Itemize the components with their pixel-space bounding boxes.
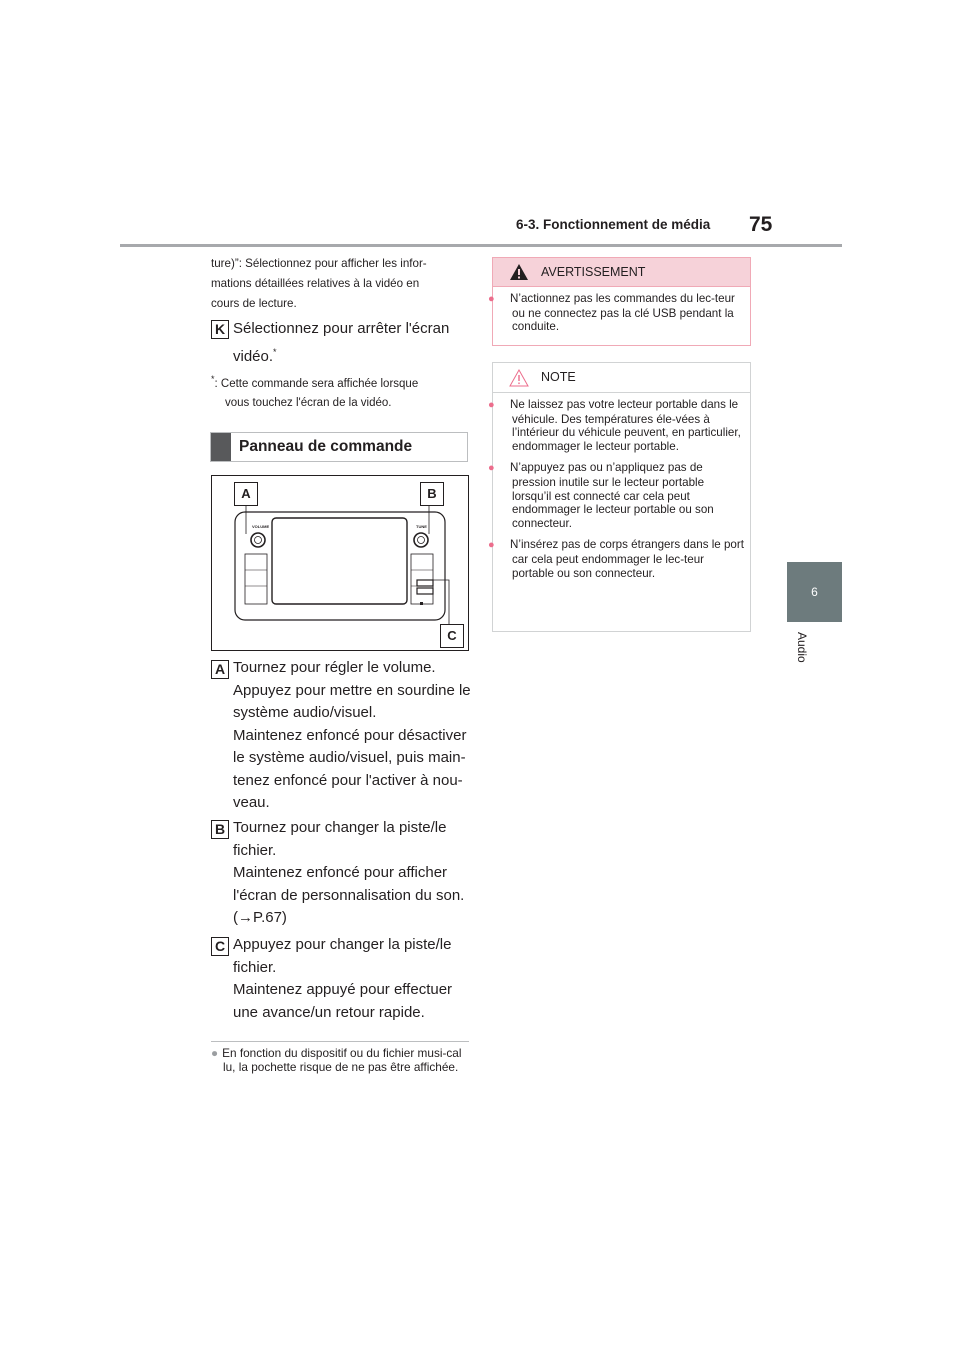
footnote-line xyxy=(211,370,473,394)
notice-header xyxy=(493,363,750,393)
control-panel-figure xyxy=(211,475,469,651)
item-a-line: Appuyez pour mettre en sourdine le xyxy=(233,681,471,699)
page-number: 75 xyxy=(749,213,773,236)
item-marker-c: C xyxy=(211,937,229,956)
item-c-text xyxy=(233,934,473,1024)
item-c-line: Maintenez appuyé pour effectuer xyxy=(233,981,453,998)
item-b-line: Tournez pour changer la piste/le xyxy=(233,819,447,836)
intro-line: ture)”: Sélectionnez pour afficher les infor- xyxy=(211,257,427,270)
bullet-icon: ● xyxy=(211,1046,219,1060)
item-b-line: Maintenez enfoncé pour afficher xyxy=(233,864,448,881)
warning-box xyxy=(488,257,751,346)
notice-item-text: Ne laissez pas votre lecteur portable dans le véhicule. Des températures éle-vées à l’intérieur du véhicule peuvent, en particulier, endommager le lecteur portable. xyxy=(510,398,741,453)
item-c-line: une avance/un retour rapide. xyxy=(233,1003,425,1021)
volume-knob-label: VOLUME xyxy=(252,524,270,529)
section-heading-band xyxy=(210,432,468,462)
intro-text xyxy=(211,254,471,314)
item-a-line: le système audio/visuel, puis main- xyxy=(233,749,466,766)
bullet-icon: ● xyxy=(488,293,495,305)
header-divider xyxy=(120,244,842,247)
bullet-icon: ● xyxy=(488,399,495,411)
chapter-tab-label: Audio xyxy=(795,632,809,663)
item-k-line2: vidéo. xyxy=(233,347,274,365)
info-note-text: En fonction du dispositif ou du fichier musi-cal lu, la pochette risque de ne pas être affichée. xyxy=(222,1046,462,1074)
item-b-line: fichier. xyxy=(233,841,277,859)
warning-title: AVERTISSEMENT xyxy=(541,265,646,279)
item-b-line: l'écran de personnalisation du son. xyxy=(233,886,465,904)
section-heading: Panneau de commande xyxy=(239,438,413,455)
notice-item-text: N’insérez pas de corps étrangers dans le port car cela peut endommager le lec-teur portable ou son connecteur. xyxy=(510,538,744,580)
bullet-icon: ● xyxy=(488,462,495,475)
bullet-icon: ● xyxy=(488,539,495,552)
item-a-line: Tournez pour régler le volume. xyxy=(233,659,436,676)
item-k-text xyxy=(233,318,473,368)
notice-item xyxy=(488,398,745,453)
item-a-text xyxy=(233,657,473,815)
item-a-line: Maintenez enfoncé pour désactiver xyxy=(233,726,467,744)
info-note xyxy=(211,1047,471,1074)
notice-title: NOTE xyxy=(541,370,576,384)
callout-b: B xyxy=(420,482,444,506)
item-a-line: veau. xyxy=(233,794,270,811)
item-a-line: système audio/visuel. xyxy=(233,704,377,721)
callout-c: C xyxy=(440,624,464,648)
intro-line: mations détaillées relatives à la vidéo en xyxy=(211,277,420,290)
item-k-line: Sélectionnez pour arrêter l'écran xyxy=(233,320,450,337)
warning-item xyxy=(488,292,745,334)
footnote xyxy=(211,370,473,413)
band-accent xyxy=(211,433,231,461)
footnote-mark: * xyxy=(211,374,215,384)
item-marker-a: A xyxy=(211,660,229,679)
caution-triangle-icon xyxy=(509,369,529,387)
tune-knob-label: TUNE xyxy=(416,524,427,529)
intro-line: cours de lecture. xyxy=(211,297,297,310)
item-b-text xyxy=(233,817,473,930)
item-c-line: fichier. xyxy=(233,958,277,976)
callout-a: A xyxy=(234,482,258,506)
notice-item xyxy=(488,538,745,580)
notice-box xyxy=(488,362,751,632)
item-marker-k: K xyxy=(211,320,229,339)
section-title: 6-3. Fonctionnement de média xyxy=(516,217,711,232)
note-divider xyxy=(211,1041,469,1042)
notice-item xyxy=(488,461,745,530)
warning-triangle-icon xyxy=(509,263,529,281)
notice-list xyxy=(488,398,745,580)
footnote-star: * xyxy=(273,346,277,357)
notice-item-text: N’appuyez pas ou n’appliquez pas de pression inutile sur le lecteur portable lorsqu’il est connecté car cela peut endommager le lecteur portable ou son connecteur. xyxy=(510,461,714,530)
warning-header xyxy=(493,258,750,287)
item-k-line xyxy=(233,341,473,369)
item-b-line[interactable]: (→P.67) xyxy=(233,909,287,926)
item-c-line: Appuyez pour changer la piste/le xyxy=(233,936,452,953)
footnote-text: : Cette commande sera affichée lorsque xyxy=(214,377,419,390)
item-a-line: tenez enfoncé pour l'activer à nou- xyxy=(233,771,463,789)
chapter-tab[interactable]: 6 xyxy=(787,562,842,622)
warning-item-text: N’actionnez pas les commandes du lec-teur ou ne connectez pas la clé USB pendant la conduite. xyxy=(510,292,735,334)
footnote-line: vous touchez l'écran de la vidéo. xyxy=(225,396,392,409)
item-marker-b: B xyxy=(211,820,229,839)
warning-list xyxy=(488,292,745,334)
